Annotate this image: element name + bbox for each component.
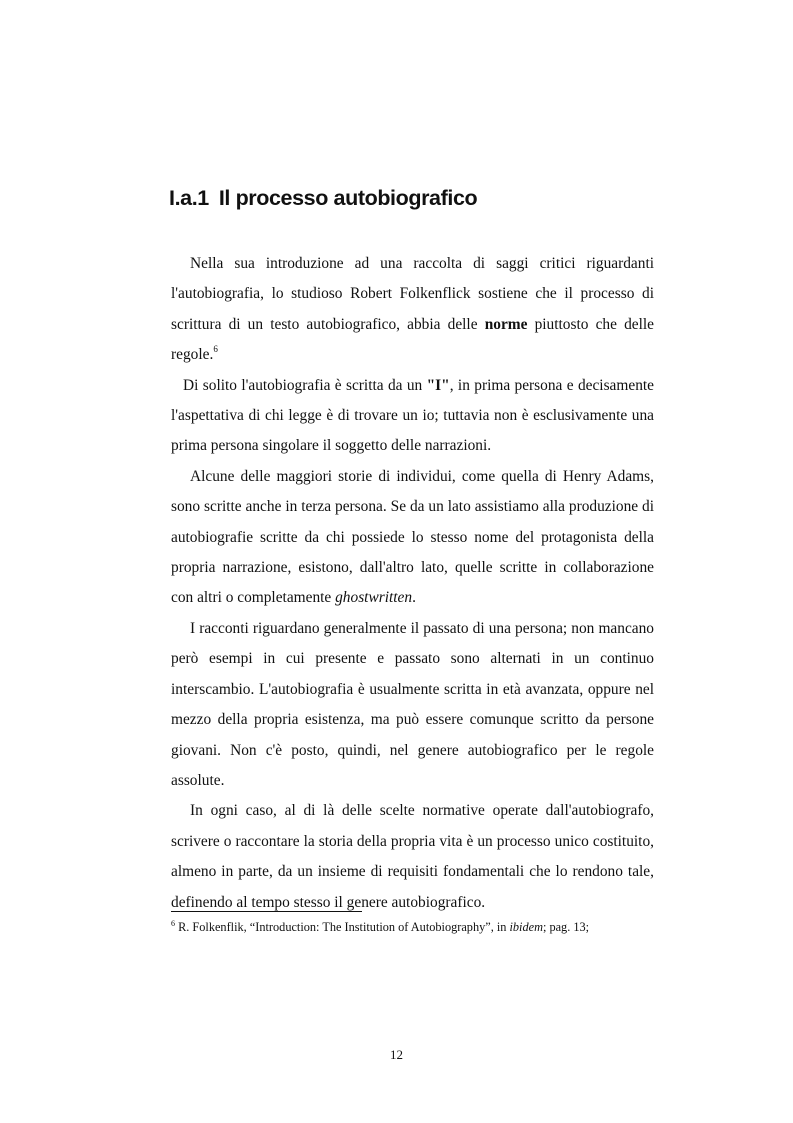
footnote-text-b: ; pag. 13; <box>542 920 590 934</box>
paragraph-2-text-a: Di solito l'autobiografia è scritta da un <box>183 376 427 394</box>
footnote <box>171 919 671 935</box>
paragraph-1 <box>171 249 654 371</box>
paragraph-3 <box>171 462 654 614</box>
paragraph-2 <box>171 371 654 462</box>
page-number: 12 <box>390 1047 403 1062</box>
footnote-text-a: R. Folkenflik, “Introduction: The Institution of Autobiography”, in <box>175 920 510 934</box>
section-number: I.a.1 <box>169 186 209 210</box>
paragraph-3-text-b: . <box>412 589 416 607</box>
section-title: Il processo autobiografico <box>218 186 478 210</box>
paragraph-1-text-a: Nella sua introduzione ad una raccolta di saggi critici riguardanti l'autobiografia, lo studioso Robert Folkenflick sostiene che il processo di scrittura di un testo autobiografico, abbia delle <box>171 255 654 333</box>
paragraph-3-text-a: Alcune delle maggiori storie di individui, come quella di Henry Adams, sono scritte anche in terza persona. Se da un lato assistiamo alla produzione di autobiografie scritte da chi possiede lo stesso nome del protagonista della propria narrazione, esistono, dall'altro lato, quelle scritte in collaborazione con altri o completamente <box>171 467 654 607</box>
paragraph-2-bold: "I" <box>426 376 450 394</box>
body-text <box>171 249 654 918</box>
paragraph-3-italic: ghostwritten <box>335 589 413 607</box>
paragraph-5: In ogni caso, al di là delle scelte normative operate dall'autobiografo, scrivere o raccontare la storia della propria vita è un processo unico costituito, almeno in parte, da un insieme di requisiti fondamentali che lo rendono tale, definendo al tempo stesso il genere autobiografico. <box>171 802 654 911</box>
paragraph-2-text-b: , in prima persona e decisamente l'aspettativa di chi legge è di trovare un io; tuttavia non è esclusivamente una prima persona singolare il soggetto delle narrazioni. <box>171 376 654 455</box>
footnote-reference[interactable]: 6 <box>213 344 218 355</box>
footnote-number: 6 <box>171 919 175 928</box>
paragraph-1-text-b: piuttosto che delle regole. <box>171 315 655 364</box>
footnote-italic: ibidem <box>509 920 543 934</box>
paragraph-4: I racconti riguardano generalmente il passato di una persona; non mancano però esempi in cui presente e passato sono alternati in un continuo interscambio. L'autobiografia è usualmente scritta in età avanzata, oppure nel mezzo della propria esistenza, ma può essere comunque scritto da persone giovani. Non c'è posto, quindi, nel genere autobiografico per le regole assolute. <box>171 619 654 789</box>
paragraph-1-bold: norme <box>484 315 528 333</box>
section-heading <box>169 186 477 211</box>
footnote-divider <box>171 911 362 912</box>
